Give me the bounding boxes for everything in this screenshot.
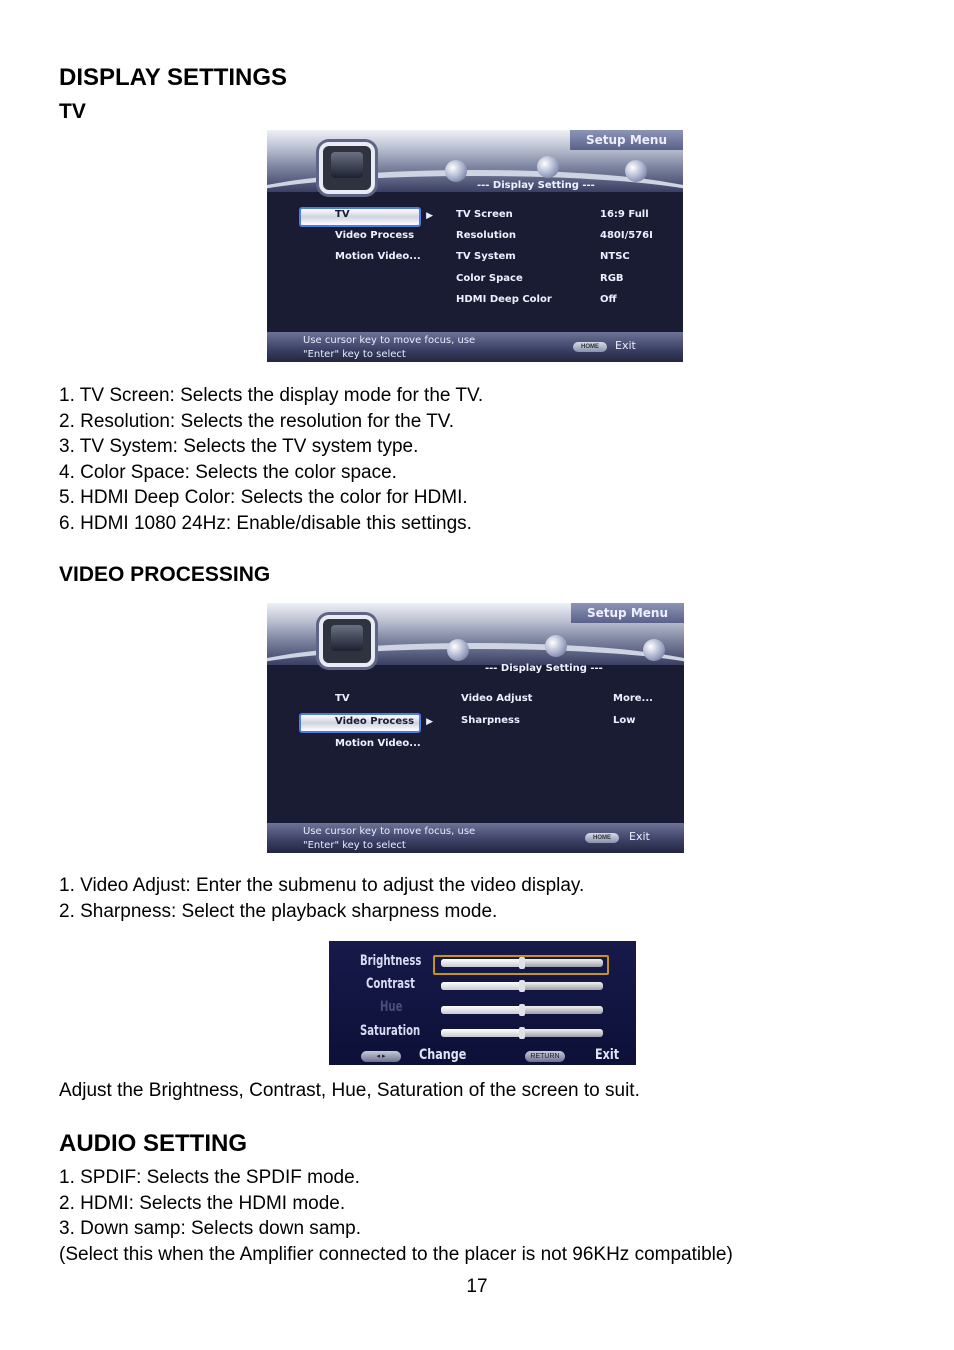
- slider-label: Saturation: [360, 1023, 421, 1039]
- option-value: More...: [613, 693, 653, 704]
- video-processing-list: [59, 873, 584, 924]
- brightness-slider: [441, 959, 603, 967]
- list-item: 1. Video Adjust: Enter the submenu to adjust the video display.: [59, 875, 585, 896]
- section-title: --- Display Setting ---: [477, 180, 595, 191]
- disc-icon: [445, 160, 467, 182]
- exit-label: Exit: [615, 339, 636, 352]
- change-label: Change: [419, 1047, 467, 1063]
- left-menu-video-process: Video Process: [335, 230, 415, 241]
- slider-fill: [441, 1006, 522, 1014]
- arrow-keys-icon: ◂ ▸: [361, 1051, 401, 1062]
- footer-hint: [303, 334, 475, 362]
- saturation-slider: [441, 1029, 603, 1037]
- option-label: TV Screen: [456, 209, 513, 220]
- video-adjust-screenshot: [329, 941, 636, 1065]
- disc-icon: [447, 639, 469, 661]
- list-item: 2. Sharpness: Select the playback sharpness mode.: [59, 900, 498, 922]
- tv-settings-list: [59, 383, 483, 537]
- list-item: 2. Resolution: Selects the resolution for the TV.: [59, 410, 455, 432]
- slider-fill: [441, 1029, 522, 1037]
- globe-icon: [537, 156, 559, 178]
- option-label: Sharpness: [461, 715, 520, 726]
- adjust-description: Adjust the Brightness, Contrast, Hue, Saturation of the screen to suit.: [59, 1080, 640, 1101]
- tv-subheading: TV: [59, 100, 86, 123]
- settings-icon: [625, 160, 647, 182]
- slider-label: Hue: [380, 999, 403, 1015]
- monitor-icon: [319, 615, 375, 667]
- option-value: RGB: [600, 273, 624, 284]
- exit-label: Exit: [595, 1047, 620, 1063]
- page-number: 17: [466, 1276, 488, 1297]
- footer-hint-line: "Enter" key to select: [303, 840, 406, 851]
- slider-knob: [519, 1004, 525, 1016]
- list-item: 2. HDMI: Selects the HDMI mode.: [59, 1192, 346, 1214]
- exit-label: Exit: [629, 830, 650, 843]
- video-processing-screenshot: [267, 603, 684, 853]
- left-menu-motion-video: Motion Video...: [335, 251, 421, 262]
- setup-menu-title: Setup Menu: [570, 130, 683, 150]
- list-item: 4. Color Space: Selects the color space.: [59, 461, 397, 483]
- footer-hint-line: "Enter" key to select: [303, 349, 406, 360]
- option-value: Low: [613, 715, 636, 726]
- footer-hint: [303, 825, 475, 853]
- left-menu-motion-video: Motion Video...: [335, 738, 421, 749]
- contrast-slider: [441, 982, 603, 990]
- slider-knob: [519, 1027, 525, 1039]
- selection-highlight: [299, 207, 421, 227]
- option-value: 480I/576I: [600, 230, 653, 241]
- slider-fill: [441, 982, 522, 990]
- footer-hint-line: Use cursor key to move focus, use: [303, 826, 476, 837]
- globe-icon: [545, 635, 567, 657]
- hue-slider: [441, 1006, 603, 1014]
- left-menu-tv: TV: [335, 209, 350, 220]
- slider-knob: [519, 980, 525, 992]
- slider-label: Contrast: [366, 976, 415, 992]
- option-label: Color Space: [456, 273, 523, 284]
- return-button-icon: RETURN: [525, 1051, 565, 1062]
- list-item: 5. HDMI Deep Color: Selects the color for HDMI.: [59, 487, 468, 509]
- monitor-icon: [319, 142, 375, 194]
- settings-icon: [643, 639, 665, 661]
- setup-menu-title: Setup Menu: [571, 603, 684, 623]
- home-button-icon: HOME: [573, 342, 607, 352]
- option-label: Resolution: [456, 230, 517, 241]
- list-item: 1. TV Screen: Selects the display mode for the TV.: [59, 385, 484, 406]
- list-item: (Select this when the Amplifier connected to the placer is not 96KHz compatible): [59, 1243, 733, 1265]
- page-title: DISPLAY SETTINGS: [59, 64, 288, 91]
- slider-fill: [441, 959, 522, 967]
- section-title: --- Display Setting ---: [485, 663, 603, 674]
- option-label: HDMI Deep Color: [456, 294, 552, 305]
- option-value: 16:9 Full: [600, 209, 649, 220]
- video-processing-heading: VIDEO PROCESSING: [59, 563, 271, 586]
- list-item: 3. Down samp: Selects down samp.: [59, 1218, 362, 1240]
- option-value: Off: [600, 294, 617, 305]
- slider-label: Brightness: [360, 953, 422, 969]
- option-label: Video Adjust: [461, 693, 533, 704]
- audio-setting-heading: AUDIO SETTING: [59, 1130, 248, 1157]
- home-button-icon: HOME: [585, 833, 619, 843]
- footer-hint-line: Use cursor key to move focus, use: [303, 335, 476, 346]
- list-item: 6. HDMI 1080 24Hz: Enable/disable this settings.: [59, 512, 472, 534]
- left-menu-tv: TV: [335, 693, 350, 704]
- tv-settings-screenshot: [267, 130, 683, 362]
- slider-knob: [519, 957, 525, 969]
- option-label: TV System: [456, 251, 516, 262]
- option-value: NTSC: [600, 251, 630, 262]
- list-item: 1. SPDIF: Selects the SPDIF mode.: [59, 1167, 360, 1188]
- list-item: 3. TV System: Selects the TV system type.: [59, 436, 419, 458]
- audio-settings-list: [59, 1165, 733, 1267]
- left-menu-video-process: Video Process: [335, 716, 415, 727]
